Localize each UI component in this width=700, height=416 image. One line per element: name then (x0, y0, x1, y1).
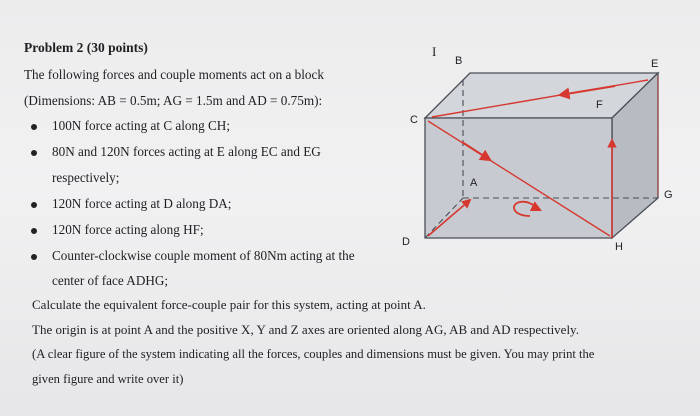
bullet-item-3: 120N force acting at D along DA; (52, 196, 232, 211)
label-h: H (615, 241, 623, 253)
intro-line-1: The following forces and couple moments act on a block (24, 67, 324, 82)
label-c: C (410, 114, 418, 126)
problem-title: Problem 2 (30 points) (24, 40, 148, 55)
note-line-1: (A clear figure of the system indicating all the forces, couples and dimensions must be given. You may print the (32, 347, 595, 361)
bullet-item-2: 80N and 120N forces acting at E along EC and EG (52, 144, 321, 159)
label-b: B (455, 55, 463, 67)
label-g: G (664, 189, 673, 201)
bullet-item-4: 120N force acting along HF; (52, 222, 204, 237)
label-d: D (402, 236, 410, 248)
calc-instruction: Calculate the equivalent force-couple pair for this system, acting at point A. (32, 297, 426, 312)
bullet-item-5: Counter-clockwise couple moment of 80Nm acting at the (52, 248, 355, 263)
text-cursor: I (432, 44, 437, 59)
label-e: E (651, 58, 659, 70)
label-a: A (470, 177, 478, 189)
origin-instruction: The origin is at point A and the positive X, Y and Z axes are oriented along AG, AB and AD respectively. (32, 322, 579, 337)
bullet-item-1: 100N force acting at C along CH; (52, 118, 230, 133)
bullet-item-2-cont: respectively; (52, 170, 120, 185)
bullet-item-5-cont: center of face ADHG; (52, 273, 169, 288)
note-line-2: given figure and write over it) (32, 372, 184, 386)
label-f: F (596, 99, 603, 111)
intro-line-2: (Dimensions: AB = 0.5m; AG = 1.5m and AD = 0.75m): (24, 93, 323, 108)
